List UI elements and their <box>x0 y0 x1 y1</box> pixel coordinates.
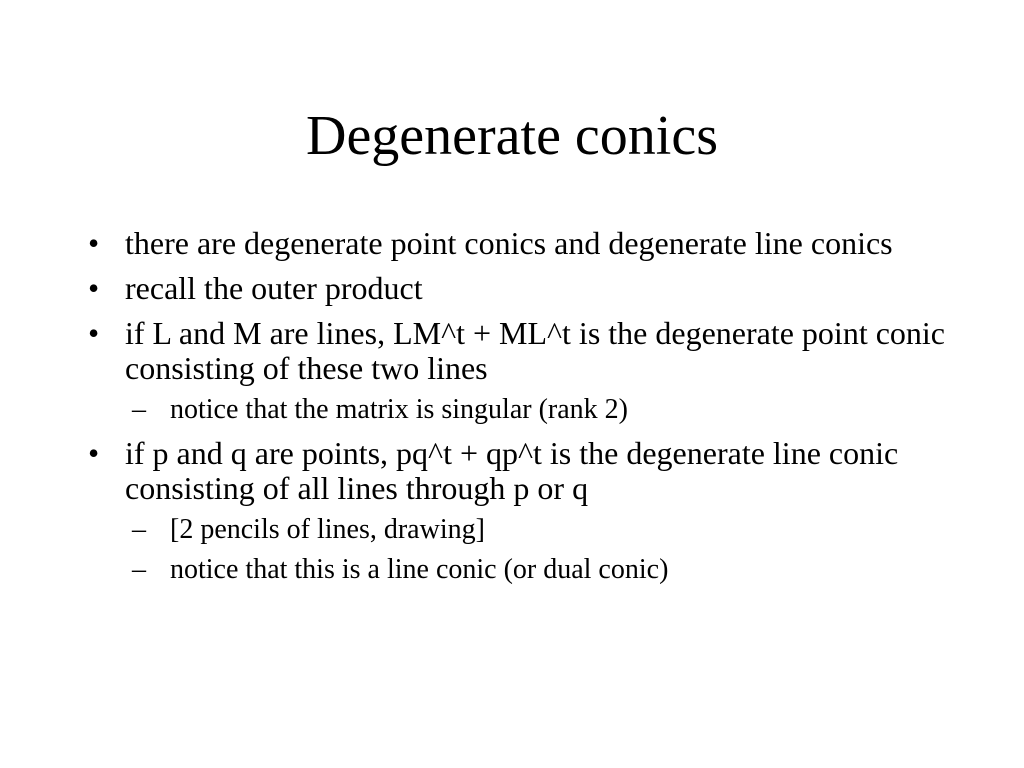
sub-bullet-marker: – <box>132 554 146 585</box>
bullet-text: there are degenerate point conics and degenerate line conics <box>125 225 893 261</box>
sub-bullet-text: [2 pencils of lines, drawing] <box>170 514 485 545</box>
bullet-item <box>88 316 948 386</box>
sub-bullet-marker: – <box>132 514 146 545</box>
bullet-marker: • <box>88 315 100 351</box>
slide-title: Degenerate conics <box>306 105 718 167</box>
sub-bullet-text: notice that this is a line conic (or dual conic) <box>170 554 669 585</box>
sub-bullet-item <box>88 394 948 426</box>
bullet-marker: • <box>88 435 100 471</box>
sub-bullet-item <box>88 514 948 546</box>
sub-bullet-marker: – <box>132 394 146 425</box>
bullet-marker: • <box>88 270 100 306</box>
bullet-text: recall the outer product <box>125 270 423 306</box>
bullet-list <box>88 226 948 596</box>
bullet-text: if L and M are lines, LM^t + ML^t is the degenerate point conic consisting of these two lines <box>125 315 945 386</box>
bullet-item <box>88 271 948 306</box>
bullet-marker: • <box>88 225 100 261</box>
bullet-item <box>88 226 948 261</box>
sub-bullet-text: notice that the matrix is singular (rank 2) <box>170 394 628 425</box>
sub-bullet-item <box>88 554 948 586</box>
bullet-item <box>88 436 948 506</box>
bullet-text: if p and q are points, pq^t + qp^t is the degenerate line conic consisting of all lines through p or q <box>125 435 899 506</box>
